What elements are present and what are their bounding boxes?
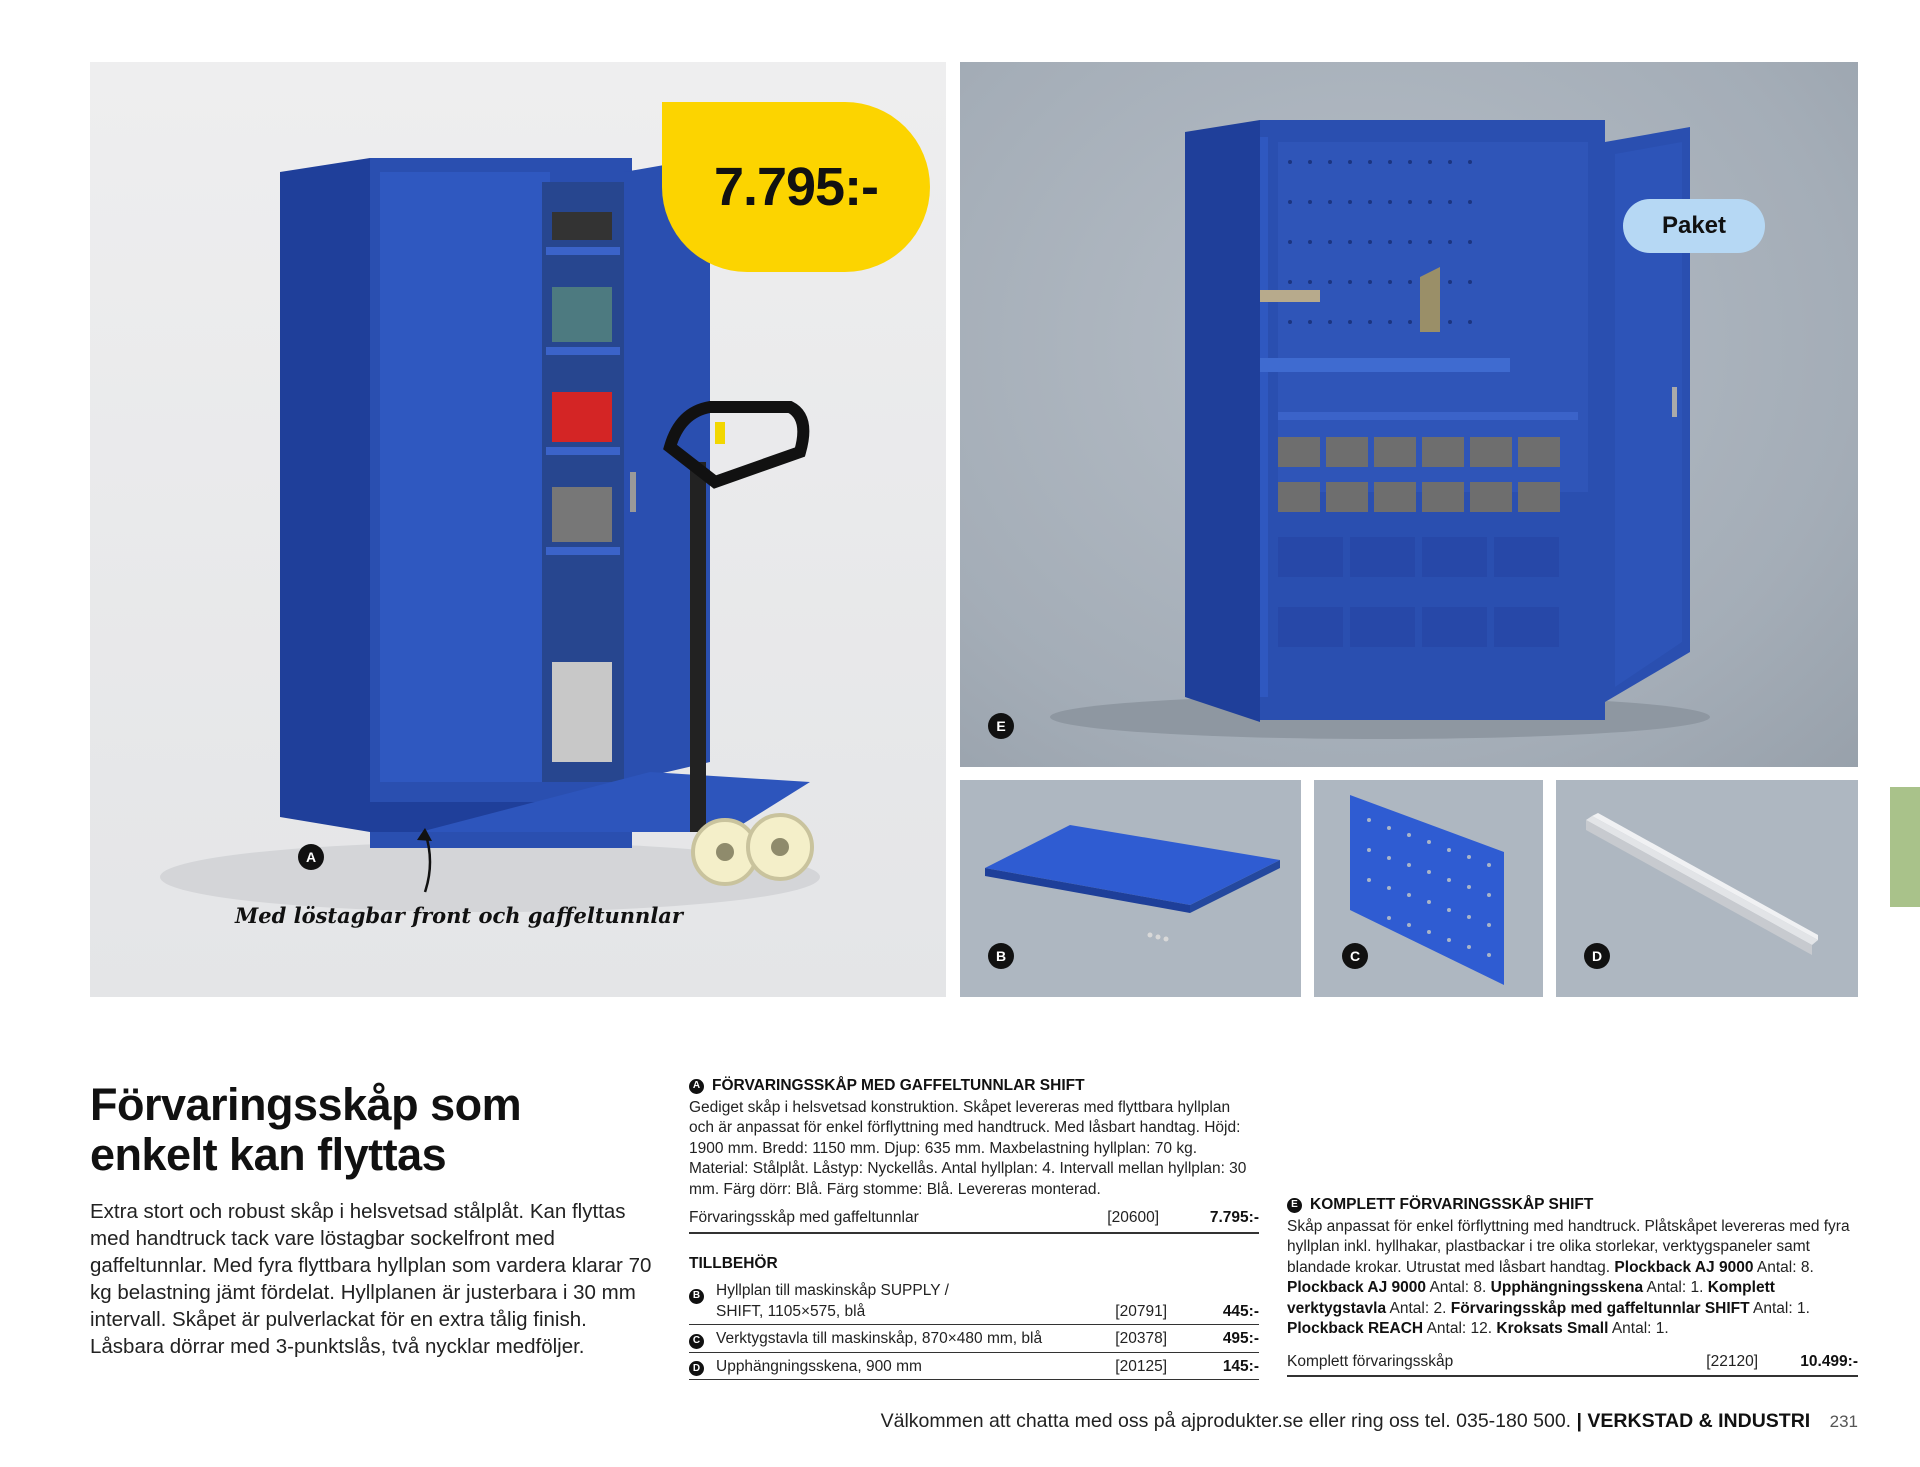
- content-item-qty: Antal: 1.: [1611, 1320, 1669, 1337]
- product-e-price-row: [1287, 1350, 1858, 1378]
- product-e-block: [1287, 1195, 1858, 1377]
- cabinet-illustration-e: [960, 62, 1858, 767]
- accessory-name: Upphängningsskena, 900 mm: [716, 1357, 922, 1375]
- content-item-qty: Antal: 2.: [1389, 1299, 1447, 1317]
- content-item-name: Komplett verktygstavla: [1287, 1279, 1775, 1317]
- product-a-row-name: Förvaringsskåp med gaffeltunnlar: [689, 1209, 919, 1226]
- intro-text: Extra stort och robust skåp i helsvetsad stålplåt. Kan flyttas med handtruck tack vare löstagbar sockelfront med gaffeltunnlar. Med fyra flyttbara hyllplan som vardera klarar 70 kg belastning jämt fördelat. Hyllplanen är justerbara i 30 mm intervall. Skåpet är pulverlackat för en extra tålig finish. Låsbara dörrar med 3-punktslås, två nycklar medföljer.: [90, 1200, 652, 1358]
- product-a-description: Gediget skåp i helsvetsad konstruktion. Skåpet levereras med flyttbara hyllplan och är anpassat för enkel förflyttning med handtruck. Med låsbart handtag. Höjd: 1900 mm. Bredd: 1150 mm. Djup: 635 mm. Maxbelastning hyllplan: 70 kg. Material: Stålplåt. Låstyp: Nyckellås. Antal hyllplan: 4. Intervall mellan hyllplan: 30 mm. Färg dörr: Blå. Färg stomme: Blå. Levereras monterad.: [689, 1098, 1247, 1198]
- content-item-name: Upphängningsskena: [1490, 1279, 1644, 1296]
- photo-shelf: [960, 780, 1301, 997]
- accessory-row: [689, 1325, 1259, 1353]
- product-e-heading-row: [1287, 1195, 1858, 1216]
- accessory-marker: B: [689, 1289, 704, 1304]
- product-a-heading: FÖRVARINGSSKÅP MED GAFFELTUNNLAR SHIFT: [712, 1077, 1085, 1094]
- marker-e: E: [988, 713, 1014, 739]
- product-a-marker: A: [689, 1079, 704, 1094]
- footer: [858, 1410, 1858, 1433]
- marker-c: C: [1342, 943, 1368, 969]
- product-e-heading: KOMPLETT FÖRVARINGSSKÅP SHIFT: [1310, 1196, 1594, 1213]
- footer-section-name: | VERKSTAD & INDUSTRI: [1576, 1410, 1811, 1432]
- content-item-qty: Antal: 8.: [1429, 1279, 1487, 1296]
- package-badge: Paket: [1623, 199, 1765, 253]
- accessory-marker: D: [689, 1361, 704, 1376]
- marker-b: B: [988, 943, 1014, 969]
- product-e-marker: E: [1287, 1198, 1302, 1213]
- title-line-1: Förvaringsskåp som: [90, 1079, 522, 1130]
- title-line-2: enkelt kan flyttas: [90, 1129, 447, 1180]
- content-item-qty: Antal: 1.: [1753, 1299, 1810, 1317]
- accessory-name: Hyllplan till maskinskåp SUPPLY / SHIFT, 1105×575, blå: [716, 1282, 949, 1320]
- product-a-block: [689, 1076, 1259, 1380]
- product-e-price: 10.499:-: [1800, 1352, 1858, 1370]
- accessory-article-number: [20125]: [1115, 1357, 1167, 1375]
- content-item-name: Plockback AJ 9000: [1614, 1258, 1754, 1276]
- content-item-name: Plockback REACH: [1287, 1320, 1424, 1337]
- product-e-description-text: Skåp anpassat för enkel förflyttning med handtruck. Plåtskåpet levereras med fyra hyllplan inkl. hyllhakar, plastbackar i tre olika storlekar, verktygspaneler samt blandade krokar. Utrustat med låsbart handtag.: [1287, 1217, 1850, 1276]
- content-item-qty: Antal: 8.: [1756, 1258, 1814, 1276]
- photo-complete-cabinet: [960, 62, 1858, 767]
- content-item-name: Kroksats Small: [1496, 1320, 1609, 1337]
- product-a-price: 7.795:-: [1209, 1209, 1259, 1226]
- price-bubble: 7.795:-: [662, 102, 930, 272]
- product-e-row-name: Komplett förvaringsskåp: [1287, 1352, 1454, 1370]
- accessories-heading: TILLBEHÖR: [689, 1254, 778, 1272]
- handwritten-annotation: Med löstagbar front och gaffeltunnlar: [235, 903, 683, 928]
- shelf-illustration: [960, 780, 1301, 997]
- marker-a: A: [298, 844, 324, 870]
- content-item-name: Plockback AJ 9000: [1287, 1279, 1427, 1296]
- content-item-qty: Antal: 12.: [1426, 1320, 1493, 1337]
- content-item-qty: Antal: 1.: [1646, 1279, 1704, 1296]
- product-a-heading-row: [689, 1076, 1259, 1097]
- product-a-article-number: [20600]: [1107, 1209, 1159, 1226]
- accessory-article-number: [20791]: [1115, 1302, 1167, 1320]
- accessory-marker: C: [689, 1334, 704, 1349]
- section-tab: [1890, 787, 1920, 907]
- accessory-row: [689, 1353, 1259, 1381]
- content-item-name: Förvaringsskåp med gaffeltunnlar SHIFT: [1450, 1299, 1750, 1317]
- accessory-name: Verktygstavla till maskinskåp, 870×480 mm, blå: [716, 1330, 1043, 1347]
- accessory-row: [689, 1280, 1259, 1325]
- accessory-price: 445:-: [1222, 1302, 1259, 1320]
- accessory-price: 495:-: [1222, 1330, 1259, 1347]
- product-e-description: [1287, 1217, 1858, 1340]
- page-title: [90, 1080, 650, 1180]
- product-e-article-number: [22120]: [1706, 1352, 1758, 1370]
- page-number: 231: [1829, 1412, 1858, 1431]
- product-a-price-row: [689, 1206, 1259, 1234]
- marker-d: D: [1584, 943, 1610, 969]
- accessory-article-number: [20378]: [1115, 1330, 1167, 1347]
- footer-contact-text: Välkommen att chatta med oss på ajprodukter.se eller ring oss tel. 035-180 500.: [880, 1410, 1572, 1432]
- accessory-price: 145:-: [1222, 1357, 1259, 1375]
